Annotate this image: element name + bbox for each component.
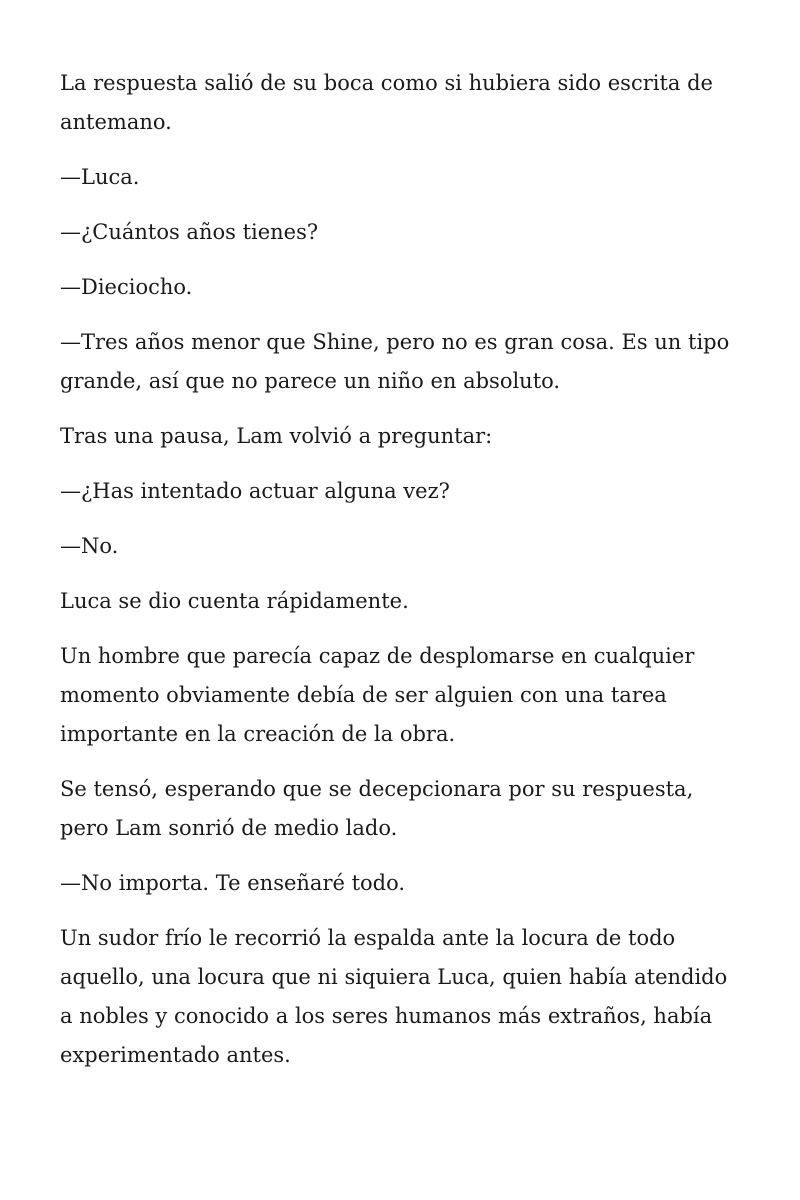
book-page — [60, 64, 740, 1091]
paragraph: Un hombre que parecía capaz de desplomarse en cualquier momento obviamente debía de ser alguien con una tarea importante en la creación de la obra. — [60, 644, 695, 746]
paragraph: —¿Has intentado actuar alguna vez? — [60, 479, 450, 503]
paragraph: La respuesta salió de su boca como si hubiera sido escrita de antemano. — [60, 71, 713, 134]
paragraph: Tras una pausa, Lam volvió a preguntar: — [60, 424, 493, 448]
paragraph: —No importa. Te enseñaré todo. — [60, 871, 406, 895]
paragraph: —Dieciocho. — [60, 275, 193, 299]
paragraph: —Tres años menor que Shine, pero no es gran cosa. Es un tipo grande, así que no parece un niño en absoluto. — [60, 330, 730, 393]
paragraph: —Luca. — [60, 165, 140, 189]
paragraph: —No. — [60, 534, 119, 558]
paragraph: Se tensó, esperando que se decepcionara por su respuesta, pero Lam sonrió de medio lado. — [60, 777, 694, 840]
paragraph: —¿Cuántos años tienes? — [60, 220, 319, 244]
paragraph: Un sudor frío le recorrió la espalda ante la locura de todo aquello, una locura que ni siquiera Luca, quien había atendido a nobles y conocido a los seres humanos más extraños, había experimentado antes. — [60, 926, 728, 1067]
paragraph: Luca se dio cuenta rápidamente. — [60, 589, 409, 613]
